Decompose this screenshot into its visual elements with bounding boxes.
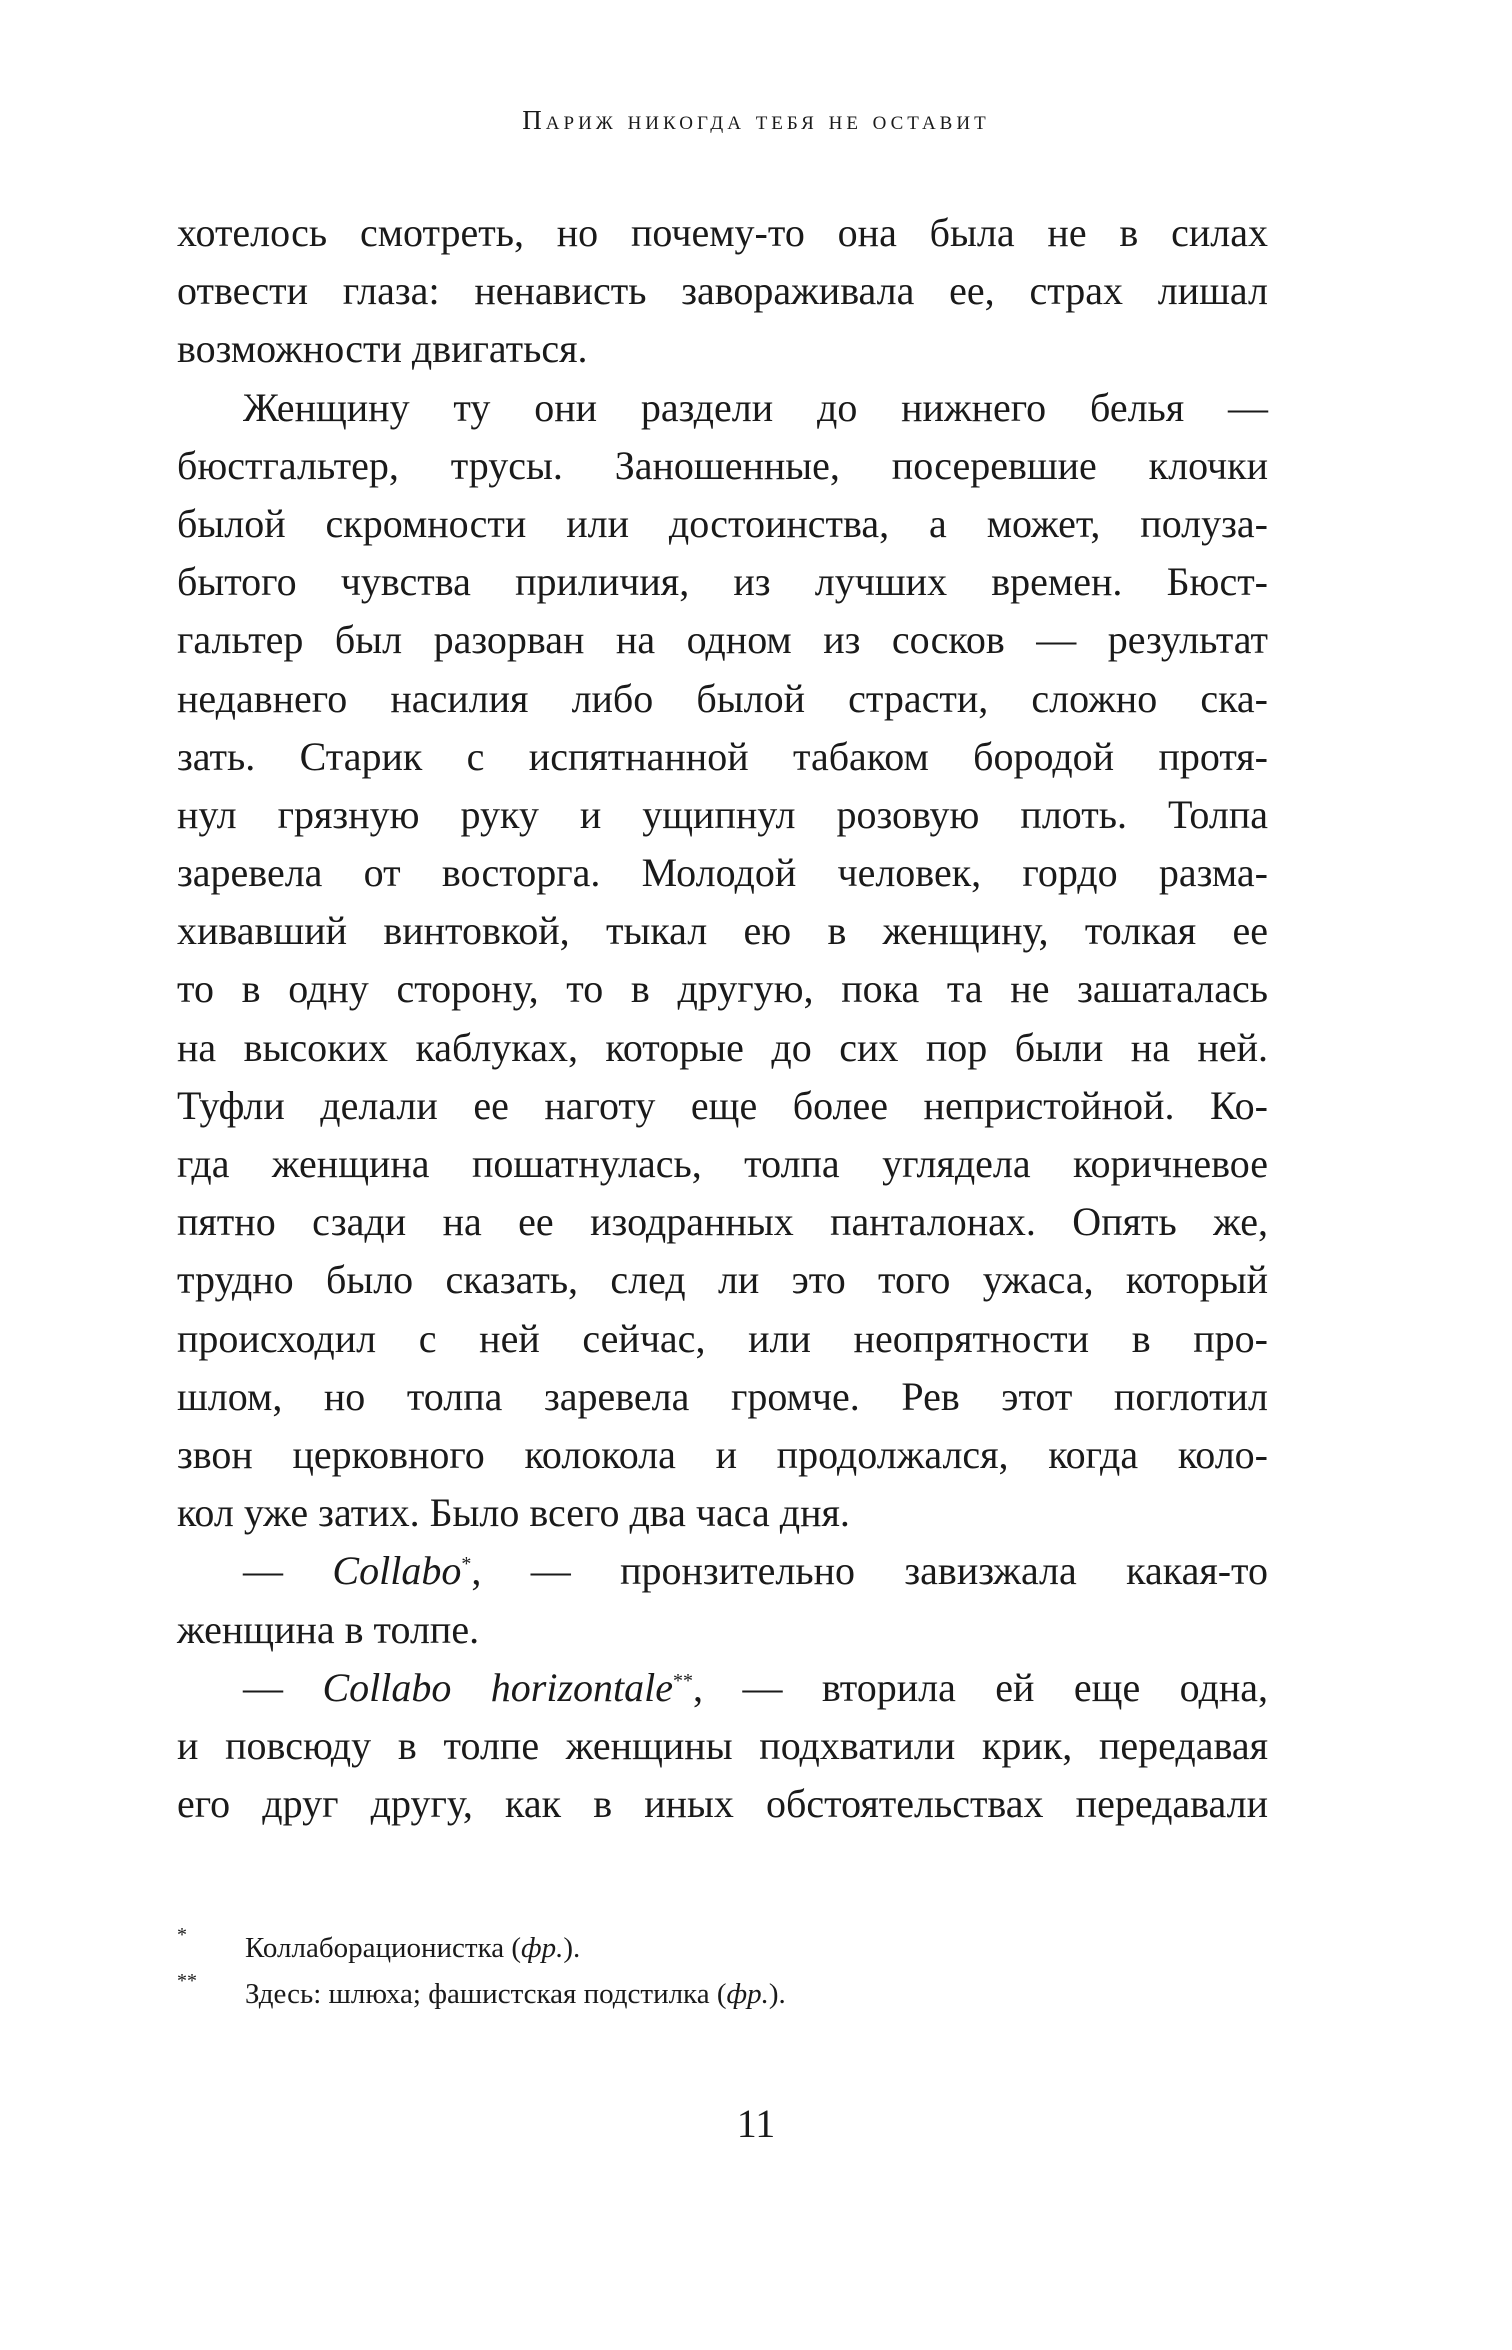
text-line: женщина в толпе. bbox=[177, 1606, 480, 1652]
dialog-text: , — пронзительно завизжала какая-то bbox=[471, 1548, 1268, 1594]
dialog-line bbox=[177, 1659, 1268, 1717]
dialog-text: , — вторила ей еще одна, bbox=[693, 1664, 1268, 1710]
text-line: трудно было сказать, след ли это того ужаса, который bbox=[177, 1257, 1268, 1303]
text-line: заревела от восторга. Молодой человек, гордо разма- bbox=[177, 850, 1268, 896]
text-line: Туфли делали ее наготу еще более непристойной. Ко- bbox=[177, 1082, 1268, 1128]
text-line: шлом, но толпа заревела громче. Рев этот поглотил bbox=[177, 1373, 1268, 1419]
footnote-mark: * bbox=[177, 1924, 187, 1946]
footnote-end: ). bbox=[768, 1978, 786, 2010]
footnote-ref: ** bbox=[673, 1669, 694, 1692]
text-line: хотелось смотреть, но почему-то она была не в силах bbox=[177, 210, 1268, 255]
text-line: нул грязную руку и ущипнул розовую плоть. Толпа bbox=[177, 791, 1268, 837]
text-line: отвести глаза: ненависть завораживала ее, страх лишал bbox=[177, 268, 1268, 314]
footnote-mark: ** bbox=[177, 1970, 197, 1992]
footnote-lang: фр. bbox=[521, 1932, 564, 1964]
text-line: былой скромности или достоинства, а может, полуза- bbox=[177, 500, 1268, 546]
footnote-text bbox=[245, 1932, 580, 1965]
text-line: гда женщина пошатнулась, толпа углядела коричневое bbox=[177, 1141, 1268, 1186]
text-line: хивавший винтовкой, тыкал ею в женщину, толкая ее bbox=[177, 908, 1268, 954]
text-line: происходил с ней сейчас, или неопрятности в про- bbox=[177, 1315, 1268, 1361]
text-line: Женщину ту они раздели до нижнего белья — bbox=[243, 384, 1268, 430]
text-line: и повсюду в толпе женщины подхватили крик, передавая bbox=[177, 1722, 1268, 1768]
body-text bbox=[177, 204, 1268, 1833]
dash: — bbox=[243, 1548, 283, 1594]
text-line: бытого чувства приличия, из лучших времен. Бюст- bbox=[177, 559, 1268, 605]
footnote-text bbox=[245, 1978, 786, 2011]
dash: — bbox=[243, 1664, 283, 1710]
dialog-line bbox=[177, 1542, 1268, 1600]
footnote-body: Коллаборационистка ( bbox=[245, 1932, 522, 1964]
text-line: недавнего насилия либо былой страсти, сложно ска- bbox=[177, 675, 1268, 721]
italic-term: Collabo bbox=[332, 1548, 462, 1594]
text-line: кол уже затих. Было всего два часа дня. bbox=[177, 1490, 850, 1536]
running-head: Париж никогда тебя не оставит bbox=[522, 105, 990, 135]
text-line: пятно сзади на ее изодранных панталонах. Опять же, bbox=[177, 1199, 1268, 1245]
text-line: звон церковного колокола и продолжался, когда коло- bbox=[177, 1431, 1268, 1477]
text-line: бюстгальтер, трусы. Заношенные, посеревшие клочки bbox=[177, 442, 1268, 488]
text-line: возможности двигаться. bbox=[177, 326, 588, 372]
page-number: 11 bbox=[736, 2101, 776, 2146]
text-line: зать. Старик с испятнанной табаком бородой протя- bbox=[177, 733, 1268, 779]
text-line: гальтер был разорван на одном из сосков — результат bbox=[177, 617, 1268, 663]
text-line: его друг другу, как в иных обстоятельствах передавали bbox=[177, 1781, 1268, 1827]
footnote-ref: * bbox=[461, 1553, 472, 1576]
footnote-end: ). bbox=[563, 1932, 581, 1964]
text-line: на высоких каблуках, которые до сих пор были на ней. bbox=[177, 1024, 1268, 1070]
italic-term: Collabo horizontale bbox=[322, 1664, 674, 1710]
footnote-body: Здесь: шлюха; фашистская подстилка ( bbox=[245, 1978, 727, 2010]
footnote-lang: фр. bbox=[726, 1978, 769, 2010]
text-line: то в одну сторону, то в другую, пока та не зашаталась bbox=[177, 966, 1268, 1012]
